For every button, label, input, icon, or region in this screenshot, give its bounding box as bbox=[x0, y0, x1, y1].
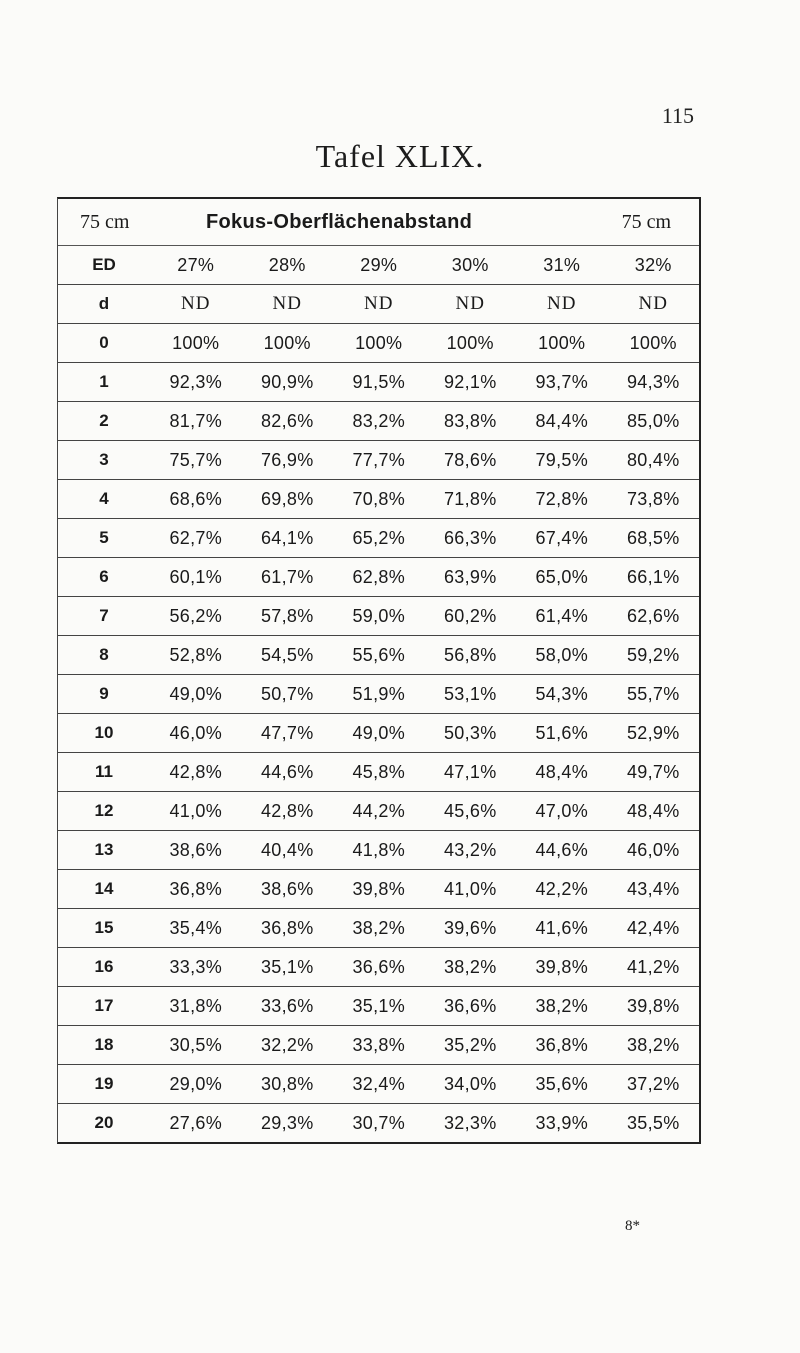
value-cell: 39,8% bbox=[535, 956, 589, 977]
distance-cell: 13 bbox=[94, 840, 114, 859]
value-cell: 59,2% bbox=[626, 644, 680, 665]
value-cell: 51,9% bbox=[352, 683, 406, 704]
value-cell: 55,6% bbox=[352, 644, 406, 665]
value-cell: 38,2% bbox=[535, 995, 589, 1016]
table-row bbox=[58, 1026, 699, 1065]
value-cell: 85,0% bbox=[626, 410, 680, 431]
page-number: 115 bbox=[661, 103, 694, 128]
distance-cell: 8 bbox=[99, 645, 109, 664]
nd-label: d bbox=[98, 294, 110, 313]
value-cell: 67,4% bbox=[535, 527, 589, 548]
value-cell: 43,2% bbox=[443, 839, 497, 860]
value-cell: 38,2% bbox=[352, 917, 406, 938]
header-cell: 31% bbox=[543, 254, 581, 275]
value-cell: 27,6% bbox=[169, 1112, 223, 1133]
value-cell: 90,9% bbox=[260, 371, 314, 392]
value-cell: 73,8% bbox=[626, 488, 680, 509]
value-cell: 61,4% bbox=[535, 605, 589, 626]
nd-cell: ND bbox=[455, 293, 485, 314]
value-cell: 44,6% bbox=[535, 839, 589, 860]
distance-cell: 18 bbox=[94, 1035, 114, 1054]
value-cell: 52,9% bbox=[626, 722, 680, 743]
value-cell: 32,2% bbox=[260, 1034, 314, 1055]
value-cell: 70,8% bbox=[352, 488, 406, 509]
distance-cell: 20 bbox=[94, 1113, 114, 1132]
value-cell: 35,1% bbox=[352, 995, 406, 1016]
distance-cell: 3 bbox=[99, 450, 109, 469]
value-cell: 72,8% bbox=[535, 488, 589, 509]
value-cell: 33,9% bbox=[535, 1112, 589, 1133]
value-cell: 66,1% bbox=[626, 566, 680, 587]
value-cell: 47,7% bbox=[260, 722, 314, 743]
header-cell: 32% bbox=[634, 254, 672, 275]
footer-mark: 8* bbox=[625, 1218, 640, 1234]
value-cell: 100% bbox=[629, 332, 677, 353]
value-cell: 35,1% bbox=[260, 956, 314, 977]
value-cell: 39,6% bbox=[443, 917, 497, 938]
value-cell: 80,4% bbox=[626, 449, 680, 470]
value-cell: 58,0% bbox=[535, 644, 589, 665]
value-cell: 63,9% bbox=[443, 566, 497, 587]
value-cell: 36,8% bbox=[169, 878, 223, 899]
nd-cell: ND bbox=[272, 293, 302, 314]
value-cell: 55,7% bbox=[626, 683, 680, 704]
value-cell: 32,3% bbox=[443, 1112, 497, 1133]
table-row bbox=[58, 948, 699, 987]
value-cell: 42,8% bbox=[260, 800, 314, 821]
value-cell: 100% bbox=[263, 332, 311, 353]
value-cell: 40,4% bbox=[260, 839, 314, 860]
header-cell: 27% bbox=[177, 254, 215, 275]
value-cell: 54,5% bbox=[260, 644, 314, 665]
header-row bbox=[58, 246, 699, 285]
value-cell: 60,1% bbox=[169, 566, 223, 587]
value-cell: 100% bbox=[172, 332, 220, 353]
value-cell: 77,7% bbox=[352, 449, 406, 470]
header-cell: 28% bbox=[268, 254, 306, 275]
value-cell: 62,7% bbox=[169, 527, 223, 548]
value-cell: 92,3% bbox=[169, 371, 223, 392]
value-cell: 30,8% bbox=[260, 1073, 314, 1094]
value-cell: 100% bbox=[355, 332, 403, 353]
value-cell: 29,3% bbox=[260, 1112, 314, 1133]
value-cell: 42,2% bbox=[535, 878, 589, 899]
value-cell: 41,0% bbox=[443, 878, 497, 899]
value-cell: 38,2% bbox=[443, 956, 497, 977]
table-row bbox=[58, 792, 699, 831]
value-cell: 91,5% bbox=[352, 371, 406, 392]
distance-cell: 14 bbox=[94, 879, 114, 898]
value-cell: 94,3% bbox=[626, 371, 680, 392]
value-cell: 45,6% bbox=[443, 800, 497, 821]
distance-cell: 10 bbox=[94, 723, 114, 742]
value-cell: 37,2% bbox=[626, 1073, 680, 1094]
value-cell: 36,8% bbox=[260, 917, 314, 938]
value-cell: 41,0% bbox=[169, 800, 223, 821]
table-row bbox=[58, 714, 699, 753]
value-cell: 84,4% bbox=[535, 410, 589, 431]
value-cell: 35,4% bbox=[169, 917, 223, 938]
distance-cell: 11 bbox=[95, 762, 113, 781]
table-row bbox=[58, 1104, 699, 1142]
value-cell: 66,3% bbox=[443, 527, 497, 548]
value-cell: 82,6% bbox=[260, 410, 314, 431]
value-cell: 56,8% bbox=[443, 644, 497, 665]
value-cell: 35,2% bbox=[443, 1034, 497, 1055]
value-cell: 53,1% bbox=[443, 683, 497, 704]
value-cell: 38,6% bbox=[260, 878, 314, 899]
value-cell: 71,8% bbox=[443, 488, 497, 509]
distance-cell: 17 bbox=[94, 996, 114, 1015]
value-cell: 45,8% bbox=[352, 761, 406, 782]
value-cell: 92,1% bbox=[443, 371, 497, 392]
table-row bbox=[58, 636, 699, 675]
table-caption bbox=[58, 199, 699, 246]
value-cell: 62,6% bbox=[626, 605, 680, 626]
distance-cell: 19 bbox=[94, 1074, 114, 1093]
value-cell: 65,2% bbox=[352, 527, 406, 548]
distance-cell: 16 bbox=[94, 957, 114, 976]
value-cell: 61,7% bbox=[260, 566, 314, 587]
value-cell: 30,7% bbox=[352, 1112, 406, 1133]
value-cell: 47,1% bbox=[443, 761, 497, 782]
table-row bbox=[58, 480, 699, 519]
value-cell: 83,8% bbox=[443, 410, 497, 431]
value-cell: 47,0% bbox=[535, 800, 589, 821]
value-cell: 39,8% bbox=[352, 878, 406, 899]
value-cell: 75,7% bbox=[169, 449, 223, 470]
value-cell: 54,3% bbox=[535, 683, 589, 704]
value-cell: 65,0% bbox=[535, 566, 589, 587]
value-cell: 44,2% bbox=[352, 800, 406, 821]
table-row bbox=[58, 753, 699, 792]
caption-center: Fokus-Oberflächenabstand bbox=[206, 210, 473, 233]
value-cell: 52,8% bbox=[169, 644, 223, 665]
value-cell: 60,2% bbox=[443, 605, 497, 626]
value-cell: 42,8% bbox=[169, 761, 223, 782]
value-cell: 49,0% bbox=[352, 722, 406, 743]
value-cell: 36,6% bbox=[443, 995, 497, 1016]
table-row bbox=[58, 402, 699, 441]
distance-cell: 4 bbox=[99, 489, 109, 508]
table-row bbox=[58, 831, 699, 870]
value-cell: 76,9% bbox=[260, 449, 314, 470]
value-cell: 51,6% bbox=[535, 722, 589, 743]
value-cell: 48,4% bbox=[626, 800, 680, 821]
nd-row bbox=[58, 285, 699, 324]
table-row bbox=[58, 909, 699, 948]
table-row bbox=[58, 870, 699, 909]
distance-cell: 5 bbox=[99, 528, 109, 547]
value-cell: 44,6% bbox=[260, 761, 314, 782]
table-row bbox=[58, 441, 699, 480]
value-cell: 36,6% bbox=[352, 956, 406, 977]
value-cell: 33,3% bbox=[169, 956, 223, 977]
value-cell: 56,2% bbox=[169, 605, 223, 626]
header-label: ED bbox=[92, 255, 116, 274]
value-cell: 32,4% bbox=[352, 1073, 406, 1094]
value-cell: 38,2% bbox=[626, 1034, 680, 1055]
value-cell: 69,8% bbox=[260, 488, 314, 509]
value-cell: 35,6% bbox=[535, 1073, 589, 1094]
nd-cell: ND bbox=[181, 293, 211, 314]
value-cell: 42,4% bbox=[626, 917, 680, 938]
value-cell: 68,6% bbox=[169, 488, 223, 509]
value-cell: 46,0% bbox=[169, 722, 223, 743]
value-cell: 59,0% bbox=[352, 605, 406, 626]
value-cell: 68,5% bbox=[626, 527, 680, 548]
value-cell: 79,5% bbox=[535, 449, 589, 470]
value-cell: 100% bbox=[446, 332, 494, 353]
value-cell: 93,7% bbox=[535, 371, 589, 392]
nd-cell: ND bbox=[547, 293, 577, 314]
table-row bbox=[58, 324, 699, 363]
value-cell: 41,2% bbox=[626, 956, 680, 977]
header-cell: 30% bbox=[451, 254, 489, 275]
nd-cell: ND bbox=[364, 293, 394, 314]
value-cell: 34,0% bbox=[443, 1073, 497, 1094]
distance-cell: 7 bbox=[99, 606, 109, 625]
value-cell: 50,7% bbox=[260, 683, 314, 704]
table-row bbox=[58, 519, 699, 558]
table-row bbox=[58, 363, 699, 402]
table-row bbox=[58, 597, 699, 636]
caption-left: 75 cm bbox=[80, 210, 130, 233]
value-cell: 39,8% bbox=[626, 995, 680, 1016]
value-cell: 35,5% bbox=[626, 1112, 680, 1133]
header-cell: 29% bbox=[360, 254, 398, 275]
value-cell: 43,4% bbox=[626, 878, 680, 899]
value-cell: 31,8% bbox=[169, 995, 223, 1016]
value-cell: 57,8% bbox=[260, 605, 314, 626]
value-cell: 62,8% bbox=[352, 566, 406, 587]
table-row bbox=[58, 675, 699, 714]
value-cell: 33,6% bbox=[260, 995, 314, 1016]
distance-cell: 9 bbox=[99, 684, 109, 703]
value-cell: 78,6% bbox=[443, 449, 497, 470]
value-cell: 100% bbox=[538, 332, 586, 353]
table-row bbox=[58, 558, 699, 597]
value-cell: 49,7% bbox=[626, 761, 680, 782]
distance-cell: 2 bbox=[99, 411, 109, 430]
value-cell: 41,8% bbox=[352, 839, 406, 860]
distance-cell: 1 bbox=[99, 372, 109, 391]
value-cell: 64,1% bbox=[260, 527, 314, 548]
value-cell: 33,8% bbox=[352, 1034, 406, 1055]
value-cell: 48,4% bbox=[535, 761, 589, 782]
value-cell: 81,7% bbox=[169, 410, 223, 431]
value-cell: 83,2% bbox=[352, 410, 406, 431]
distance-cell: 15 bbox=[94, 918, 114, 937]
value-cell: 36,8% bbox=[535, 1034, 589, 1055]
data-table bbox=[57, 197, 701, 1144]
distance-cell: 12 bbox=[94, 801, 114, 820]
distance-cell: 6 bbox=[99, 567, 109, 586]
value-cell: 41,6% bbox=[535, 917, 589, 938]
value-cell: 29,0% bbox=[169, 1073, 223, 1094]
distance-cell: 0 bbox=[99, 333, 109, 352]
table-row bbox=[58, 987, 699, 1026]
table-body bbox=[58, 324, 699, 1142]
value-cell: 38,6% bbox=[169, 839, 223, 860]
value-cell: 49,0% bbox=[169, 683, 223, 704]
nd-cell: ND bbox=[638, 293, 668, 314]
value-cell: 46,0% bbox=[626, 839, 680, 860]
page-title: Tafel XLIX. bbox=[315, 138, 485, 174]
value-cell: 50,3% bbox=[443, 722, 497, 743]
caption-right: 75 cm bbox=[621, 210, 671, 233]
table-row bbox=[58, 1065, 699, 1104]
value-cell: 30,5% bbox=[169, 1034, 223, 1055]
